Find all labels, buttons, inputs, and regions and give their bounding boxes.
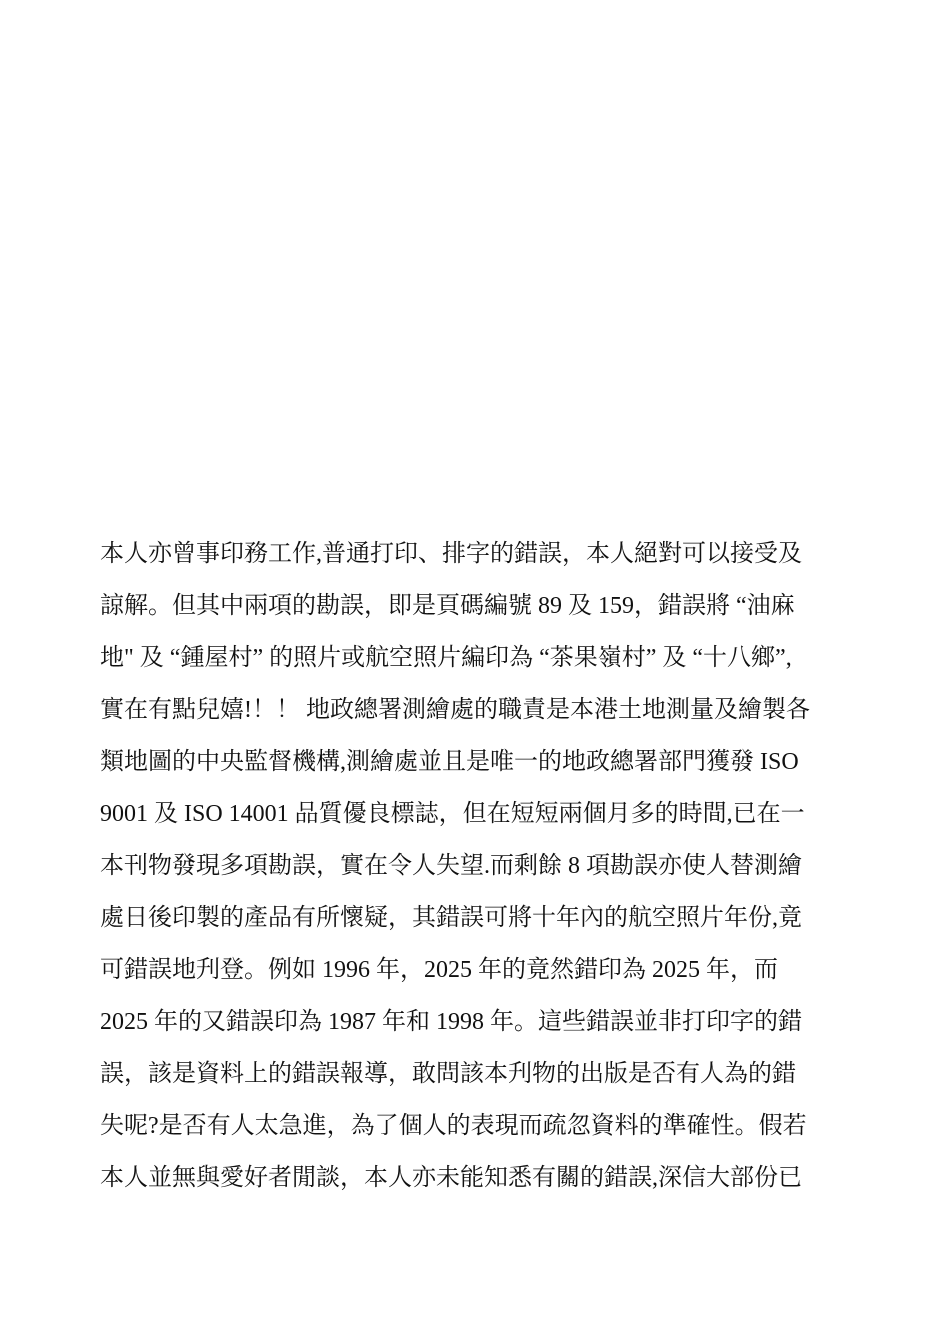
text-line: 本人亦曾事印務工作,普通打印、排字的錯誤，本人絕對可以接受及 [100, 541, 802, 567]
text-line: 處日後印製的產品有所懷疑，其錯誤可將十年內的航空照片年份,竟 [100, 905, 802, 931]
text-line: 本人並無與愛好者閒談，本人亦未能知悉有關的錯誤,深信大部份已 [100, 1165, 802, 1191]
text-line: 可錯誤地刋登。例如 1996 年，2025 年的竟然錯印為 2025 年，而 [100, 957, 778, 983]
text-line: 9001 及 ISO 14001 品質優良標誌，但在短短兩個月多的時間,已在一 [100, 801, 805, 827]
text-line: 2025 年的又錯誤印為 1987 年和 1998 年。這些錯誤並非打印字的錯 [100, 1009, 802, 1035]
text-line: 諒解。但其中兩項的勘誤，即是頁碼編號 89 及 159，錯誤將 “油麻 [100, 593, 795, 619]
text-line: 實在有點兒嬉!！！ 地政總署測繪處的職責是本港土地測量及繪製各 [100, 697, 810, 723]
text-line: 地" 及 “鍾屋村” 的照片或航空照片編印為 “茶果嶺村” 及 “十八鄉”, [100, 645, 792, 671]
body-paragraph [100, 528, 870, 1204]
text-line: 本刊物發現多項勘誤，實在令人失望.而剩餘 8 項勘誤亦使人替測繪 [100, 853, 802, 879]
text-line: 失呢?是否有人太急進，為了個人的表現而疏忽資料的準確性。假若 [100, 1113, 807, 1139]
text-line: 誤，該是資料上的錯誤報導，敢問該本刋物的出版是否有人為的錯 [100, 1061, 796, 1087]
text-line: 類地圖的中央監督機構,測繪處並且是唯一的地政總署部門獲發 ISO [100, 749, 799, 775]
